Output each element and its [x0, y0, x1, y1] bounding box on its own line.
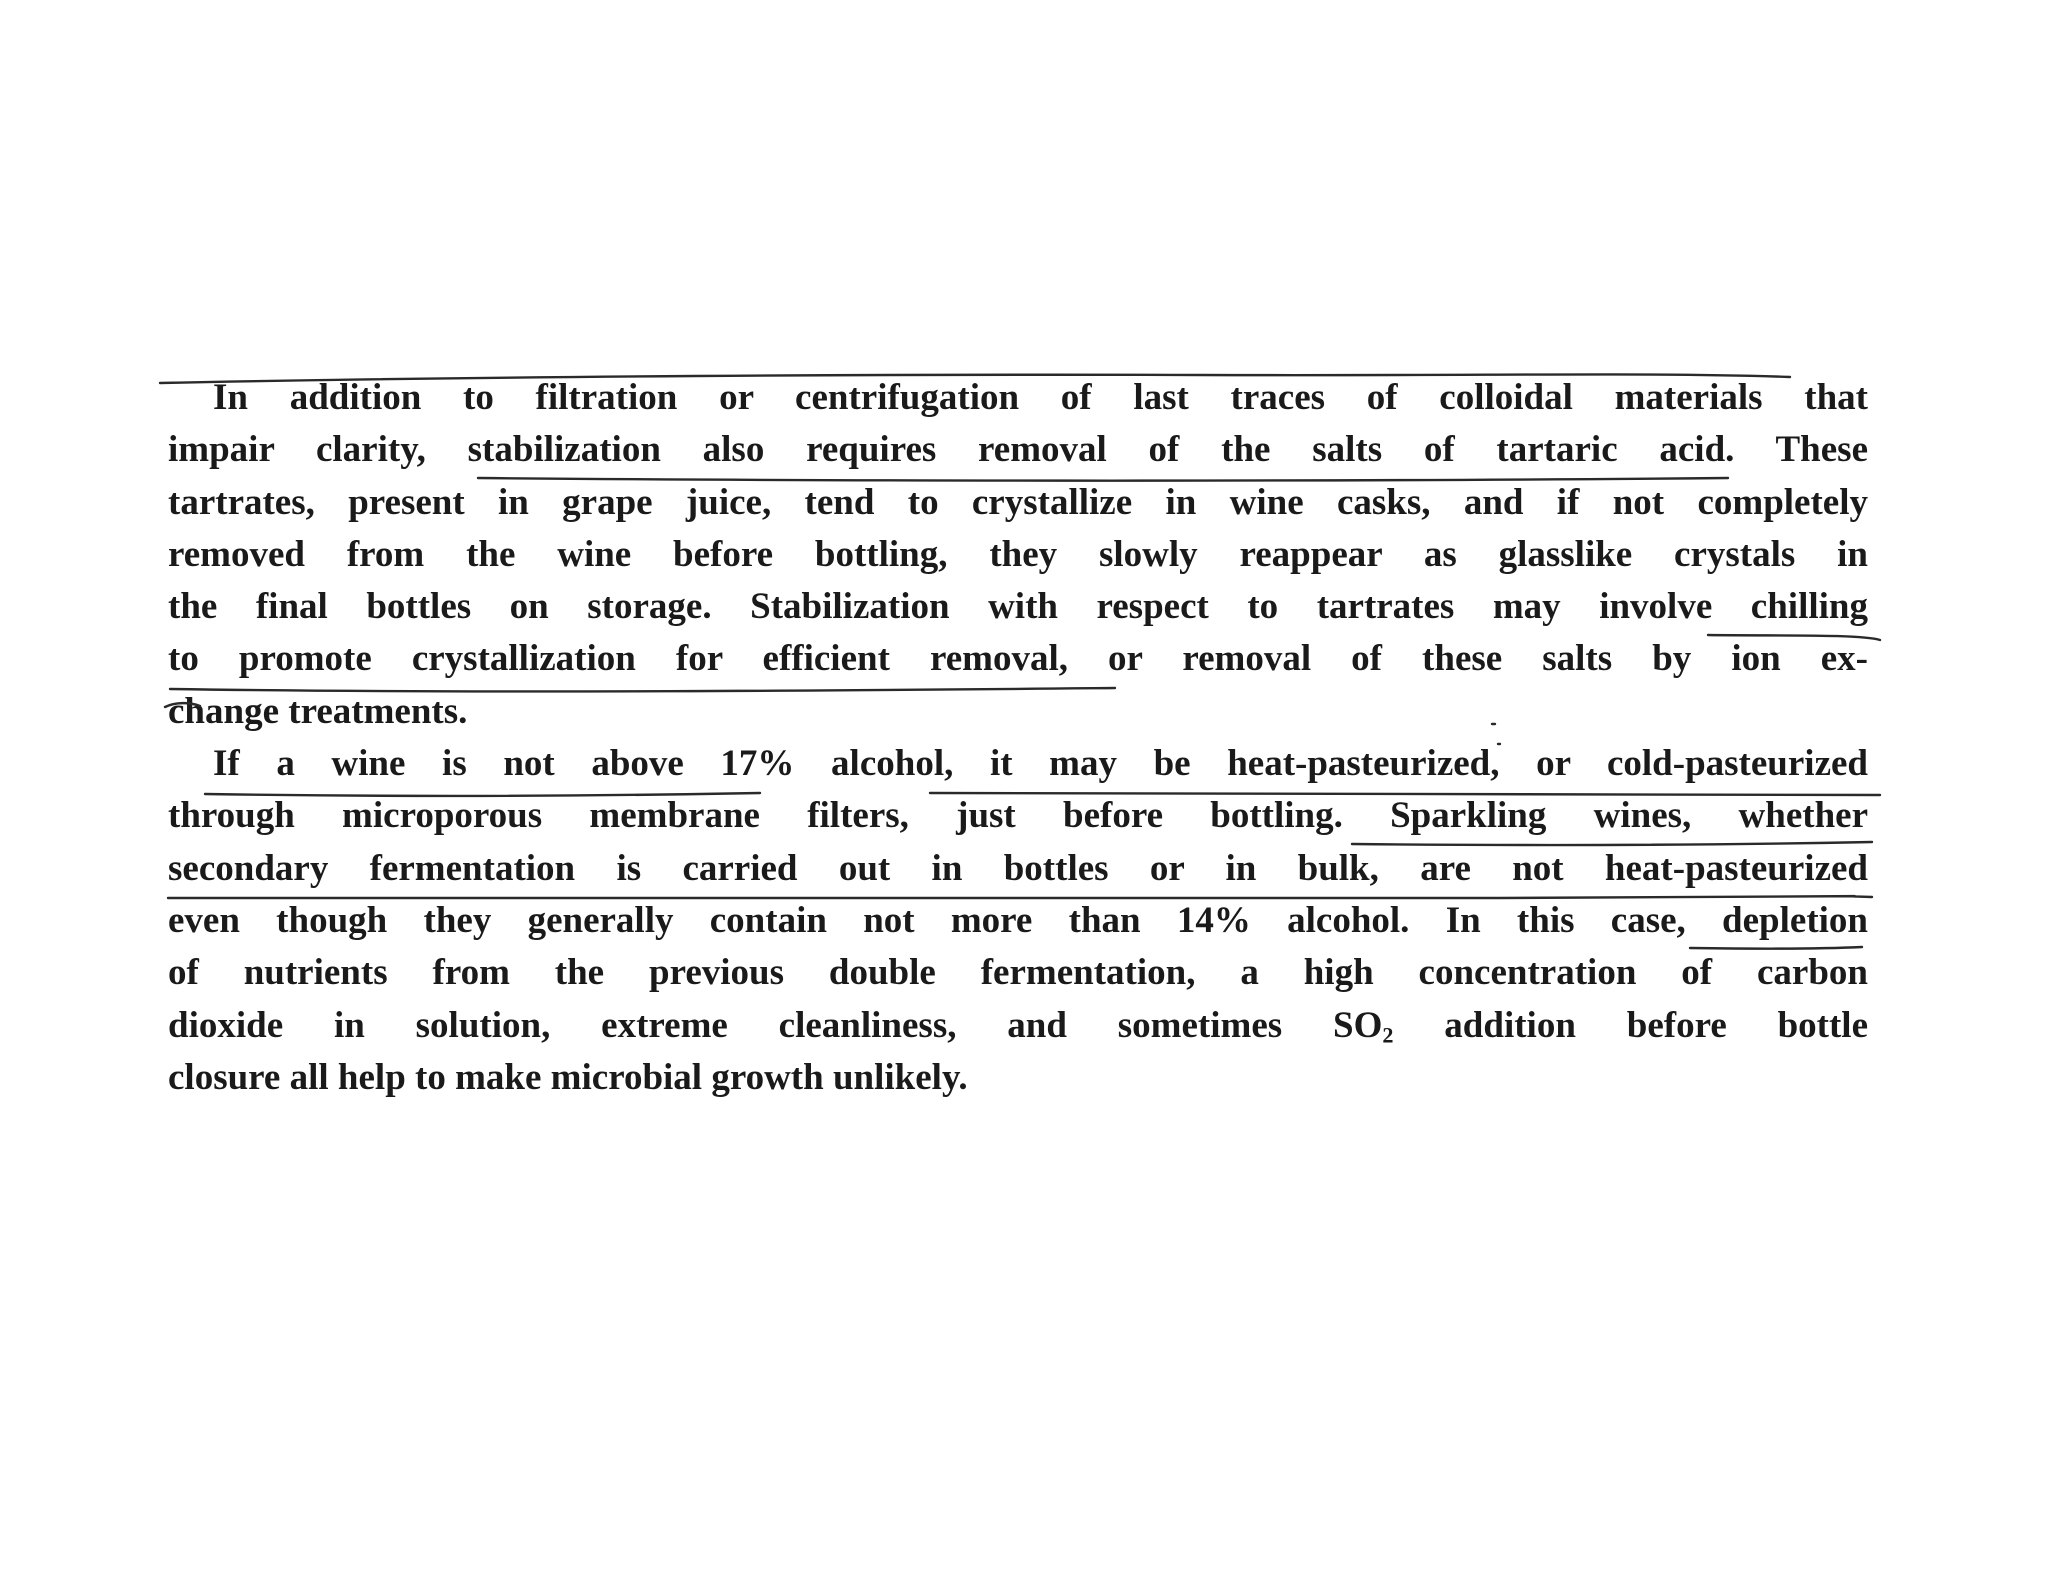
paragraph-1-line-4: removed from the wine before bottling, they slowly reappear as glasslike crystals in [168, 533, 1868, 575]
paragraph-2-line-2: through microporous membrane filters, just before bottling. Sparkling wines, whether [168, 795, 1868, 837]
line-text-after-subscript: addition before bottle [1393, 1004, 1868, 1046]
paragraph-2-line-3: secondary fermentation is carried out in bottles or in bulk, are not heat-pasteurized [168, 847, 1868, 889]
text-body [168, 372, 1868, 1104]
paragraph-1-line-2: impair clarity, stabilization also requires removal of the salts of tartaric acid. These [168, 429, 1868, 471]
paragraph-1-line-1: In addition to filtration or centrifugation of last traces of colloidal materials that [213, 377, 1868, 418]
paragraph-2-line-7: closure all help to make microbial growth unlikely. [168, 1056, 968, 1098]
paragraph-1-line-6: to promote crystallization for efficient removal, or removal of these salts by ion ex- [168, 638, 1868, 680]
paragraph-2-line-1: If a wine is not above 17% alcohol, it may be heat-pasteurized, or cold-pasteurized [213, 743, 1868, 785]
paragraph-1-line-3: tartrates, present in grape juice, tend to crystallize in wine casks, and if not completely [168, 481, 1868, 523]
paragraph-2-line-6 [168, 1000, 1868, 1052]
paragraph-1-line-5: the final bottles on storage. Stabilization with respect to tartrates may involve chilling [168, 586, 1868, 628]
subscript-2: 2 [1382, 1022, 1394, 1048]
line-text-before-subscript: dioxide in solution, extreme cleanliness, and sometimes SO [168, 1004, 1383, 1046]
paragraph-2-line-4: even though they generally contain not more than 14% alcohol. In this case, depletion [168, 899, 1868, 941]
paragraph-2-line-5: of nutrients from the previous double fermentation, a high concentration of carbon [168, 952, 1868, 994]
paragraph-1-line-7: change treatments. [168, 690, 468, 732]
